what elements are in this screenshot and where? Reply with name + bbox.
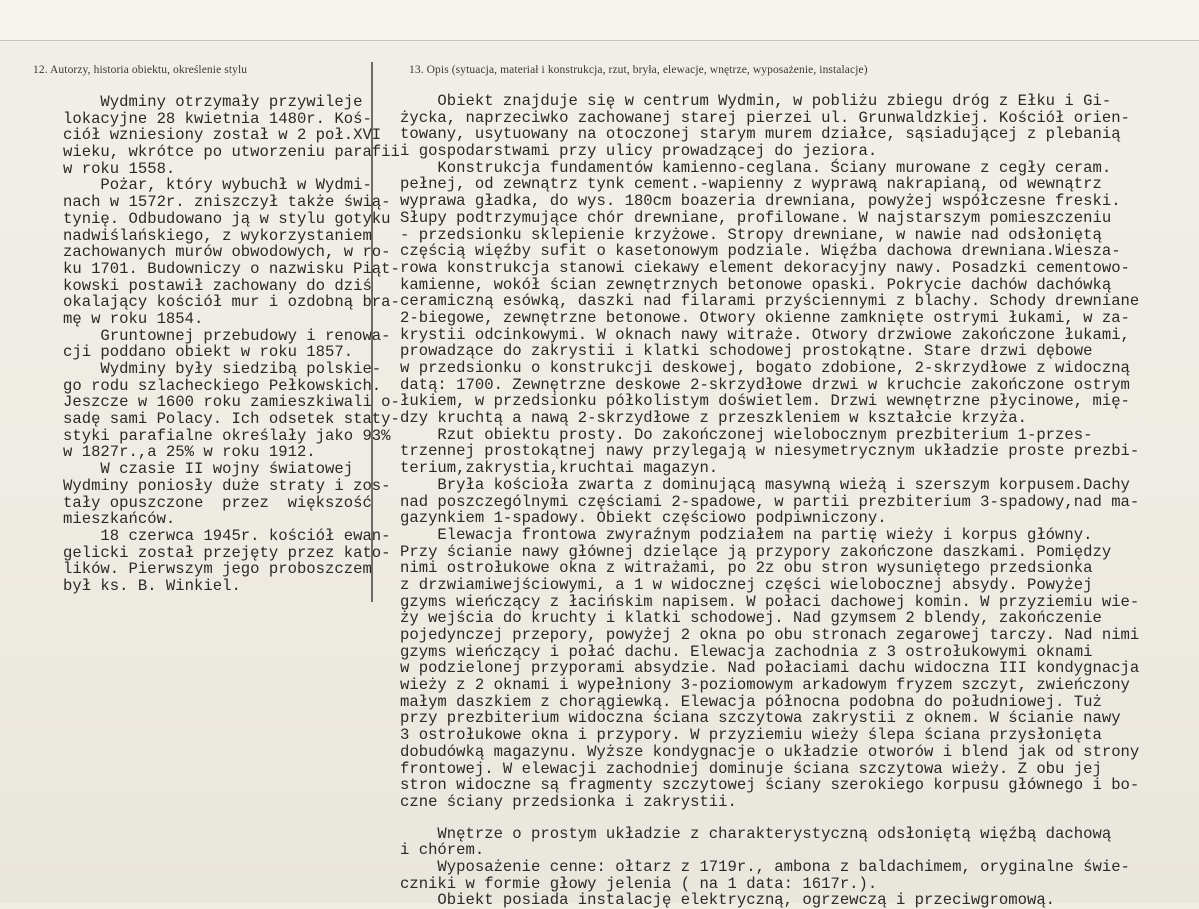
description-text-block [400, 93, 1139, 909]
description-text-line: i chórem. [400, 841, 485, 860]
history-text-line: mieszkańców. [63, 510, 176, 529]
description-text-line: gzyms wieńczący i połać dachu. Elewacja zachodnia z 3 ostrołukowymi oknami [400, 642, 1093, 661]
description-text-line: i gospodarstwami przy ulicy prowadzącej do jeziora. [400, 142, 878, 161]
description-text-line: w podzielonej przyporami absydzie. Nad połaciami dachu widoczna III kondygnacja [400, 659, 1140, 678]
description-text-line: terium,zakrystia,kruchtai magazyn. [400, 459, 719, 478]
history-text-line: nadwiślańskiego, z wykorzystaniem [63, 226, 372, 245]
history-text-line: ciół wzniesiony został w 2 poł.XVI [63, 126, 382, 145]
history-text-line: kowski postawił zachowany do dziś [63, 276, 372, 295]
history-text-line: w roku 1558. [63, 159, 176, 178]
description-text-line [400, 811, 1139, 826]
description-text-line: trzennej prostokątnej nawy przylegają w niesymetrycznym układzie proste prezbi- [400, 442, 1140, 461]
history-text-line: mę w roku 1854. [63, 309, 204, 328]
description-text-line: z drzwiamiwejściowymi, a 1 w widocznej części wielobocznej absydy. Powyżej [400, 575, 1093, 594]
description-text-line: życka, naprzeciwko zachowanej starej pierzei ul. Grunwaldzkiej. Kościół orien- [400, 108, 1130, 127]
history-text-line: nach w 1572r. zniszczył także świą- [63, 193, 391, 212]
description-text-line: Przy ścianie nawy głównej dzielące ją przypory zakończone daszkami. Pomiędzy [400, 542, 1112, 561]
history-text-line: był ks. B. Winkiel. [63, 576, 241, 595]
history-text-line: tynię. Odbudowano ją w stylu gotyku [63, 209, 391, 228]
description-text-line: dobudówką magazynu. Wyższe kondygnacje o układzie otworów i blend jak od strony [400, 742, 1140, 761]
description-text-line: Obiekt znajduje się w centrum Wydmin, w pobliżu zbiegu dróg z Ełku i Gi- [400, 92, 1112, 110]
history-text-line: tały opuszczone przez większość [63, 493, 372, 512]
description-text-line: przy prezbiterium widoczna ściana szczytowa zakrystii z oknem. W ścianie nawy [400, 709, 1121, 728]
description-text-line: - przedsionku sklepienie krzyżowe. Stropy drewniane, w nawie nad odsłoniętą [400, 225, 1102, 244]
description-text-line: stron widoczne są fragmenty szczytowej ściany szerokiego korpusu głównego i bo- [400, 776, 1140, 795]
history-text-line: lokacyjne 28 kwietnia 1480r. Koś- [63, 109, 372, 128]
description-text-line: częścią więźby sufit o kasetonowym podziale. Więźba dachowa drewniana.Wiesza- [400, 242, 1121, 261]
description-text-line: towany, usytuowany na otoczonej starym murem działce, sąsiadującej z plebanią [400, 125, 1121, 144]
history-text-line: Wydminy poniosły duże straty i zos- [63, 476, 391, 495]
description-text-line: wieży z 2 oknami i wypełniony 3-poziomowym arkadowym fryzem szczyt, zwieńczony [400, 676, 1130, 695]
description-text-line: czne ściany przedsionka i zakrystii. [400, 792, 737, 811]
history-text-line: lików. Pierwszym jego proboszczem [63, 560, 372, 579]
description-text-line: czniki w formie głowy jelenia ( na 1 data: 1617r.). [400, 874, 878, 893]
description-text-line: małym daszkiem z chorągiewką. Elewacja północna podobna do południowej. Tuż [400, 692, 1102, 711]
history-text-line: 18 czerwca 1945r. kościół ewan- [63, 526, 391, 545]
description-text-line: gzyms wieńczący z łacińskim napisem. W połaci dachowej komin. W przyziemiu wie- [400, 592, 1140, 611]
description-text-line: kamienne, wokół ścian zewnętrznych betonowe opaski. Pokrycie dachów dachówką [400, 275, 1112, 294]
description-text-line: ceramiczną esówką, daszki nad filarami przyściennymi z blachy. Schody drewniane [400, 292, 1140, 311]
description-text-line: Wyposażenie cenne: ołtarz z 1719r., ambona z baldachimem, oryginalne świe- [400, 857, 1130, 876]
description-text-line: datą: 1700. Zewnętrzne deskowe 2-skrzydłowe drzwi w kruchcie zakończone ostrym [400, 375, 1130, 394]
description-text-line: Elewacja frontowa zwyraźnym podziałem na partię wieży i korpus główny. [400, 525, 1093, 544]
description-text-line: Obiekt posiada instalację elektryczną, ogrzewczą i przeciwgromową. [400, 891, 1056, 909]
description-text-line: Wnętrze o prostym układzie z charakterystyczną odsłoniętą więźbą dachową [400, 824, 1112, 843]
description-text-line: wyprawa gładka, do wys. 180cm boazeria drewniana, powyżej współczesne freski. [400, 192, 1121, 211]
history-text-line: Pożar, który wybuchł w Wydmi- [63, 176, 372, 195]
history-text-line: cji poddano obiekt w roku 1857. [63, 343, 354, 362]
description-text-line: 2-biegowe, zewnętrzne betonowe. Otwory okienne zamknięte ostrymi łukami, w za- [400, 308, 1130, 327]
history-text-line: zachowanych murów obwodowych, w ro- [63, 243, 391, 262]
description-text-line: 3 ostrołukowe okna i przypory. W przyziemiu wieży ślepa ściana przysłonięta [400, 726, 1102, 745]
history-text-line: ku 1701. Budowniczy o nazwisku Piąt- [63, 259, 400, 278]
description-text-line: rowa konstrukcja stanowi ciekawy element dekoracyjny nawy. Posadzki cementowo- [400, 258, 1130, 277]
top-margin [0, 0, 1199, 41]
description-text-line: Bryła kościoła zwarta z dominującą masywną wieżą i szerszym korpusem.Dachy [400, 475, 1130, 494]
description-text-line: ży wejścia do kruchty i klatki schodowej. Nad gzymsem 2 blendy, zakończenie [400, 609, 1102, 628]
description-text-line: krystii odcinkowymi. W oknach nawy witraże. Otwory drzwiowe zakończone łukami, [400, 325, 1130, 344]
description-text-line: dzy kruchtą a nawą 2-skrzydłowe z przeszkleniem w kształcie krzyża. [400, 409, 1027, 428]
history-text-line: sadę sami Polacy. Ich odsetek staty- [63, 410, 400, 429]
description-text-line: nad poszczególnymi częściami 2-spadowe, w partii prezbiterium 3-spadowy,nad ma- [400, 492, 1140, 511]
history-text-line: Gruntownej przebudowy i renowa- [63, 326, 391, 345]
history-text-line: wieku, wkrótce po utworzeniu parafii [63, 143, 400, 162]
description-text-line: łukiem, w przedsionku półkolistym doświetlem. Drzwi wewnętrzne płycinowe, mię- [400, 392, 1130, 411]
history-text-line: Wydminy były siedzibą polskie- [63, 360, 382, 378]
history-text-block [63, 94, 400, 595]
description-text-line: nimi ostrołukowe okna z witrażami, po 2z obu stron wysuniętego przedsionka [400, 559, 1093, 578]
history-text-line: W czasie II wojny światowej [63, 460, 354, 479]
description-text-line: prowadzące do zakrystii i klatki schodowej prostokątne. Stare drzwi dębowe [400, 342, 1093, 361]
history-text-line: okalający kościół mur i ozdobną bra- [63, 293, 400, 312]
description-text-line: gazynkiem 1-spadowy. Obiekt częściowo podpiwniczony. [400, 509, 887, 528]
history-text-line: gelicki został przejęty przez kato- [63, 543, 391, 562]
description-text-line: Konstrukcja fundamentów kamienno-ceglana. Ściany murowane z cegły ceram. [400, 158, 1112, 177]
history-text-line: styki parafialne określały jako 93% [63, 426, 391, 445]
description-text-line: frontowej. W elewacji zachodniej dominuje ściana szczytowa wieży. Z obu jej [400, 759, 1102, 778]
history-text-line: Jeszcze w 1600 roku zamieszkiwali o- [63, 393, 400, 412]
description-text-line: w przedsionku o konstrukcji deskowej, bogato zdobione, 2-skrzydłowe z widoczną [400, 359, 1130, 377]
description-text-line: Rzut obiektu prosty. Do zakończonej wielobocznym prezbiterium 1-przes- [400, 425, 1093, 444]
right-section-heading: 13. Opis (sytuacja, materiał i konstrukcja, rzut, bryła, elewacje, wnętrze, wyposażenie, instalacje) [409, 64, 868, 76]
history-text-line: Wydminy otrzymały przywileje [63, 93, 363, 111]
history-text-line: w 1827r.,a 25% w roku 1912. [63, 443, 316, 462]
left-section-heading: 12. Autorzy, historia obiektu, określenie stylu [33, 64, 248, 76]
description-text-line: pojedynczej przepory, powyżej 2 okna po obu stronach zegarowej tarczy. Nad nimi [400, 626, 1140, 644]
description-text-line: Słupy podtrzymujące chór drewniane, profilowane. W najstarszym pomieszczeniu [400, 208, 1112, 227]
description-text-line: pełnej, od zewnątrz tynk cement.-wapienny z wyprawą nakrapianą, od wewnątrz [400, 175, 1102, 194]
history-text-line: go rodu szlacheckiego Pełkowskich. [63, 376, 382, 395]
